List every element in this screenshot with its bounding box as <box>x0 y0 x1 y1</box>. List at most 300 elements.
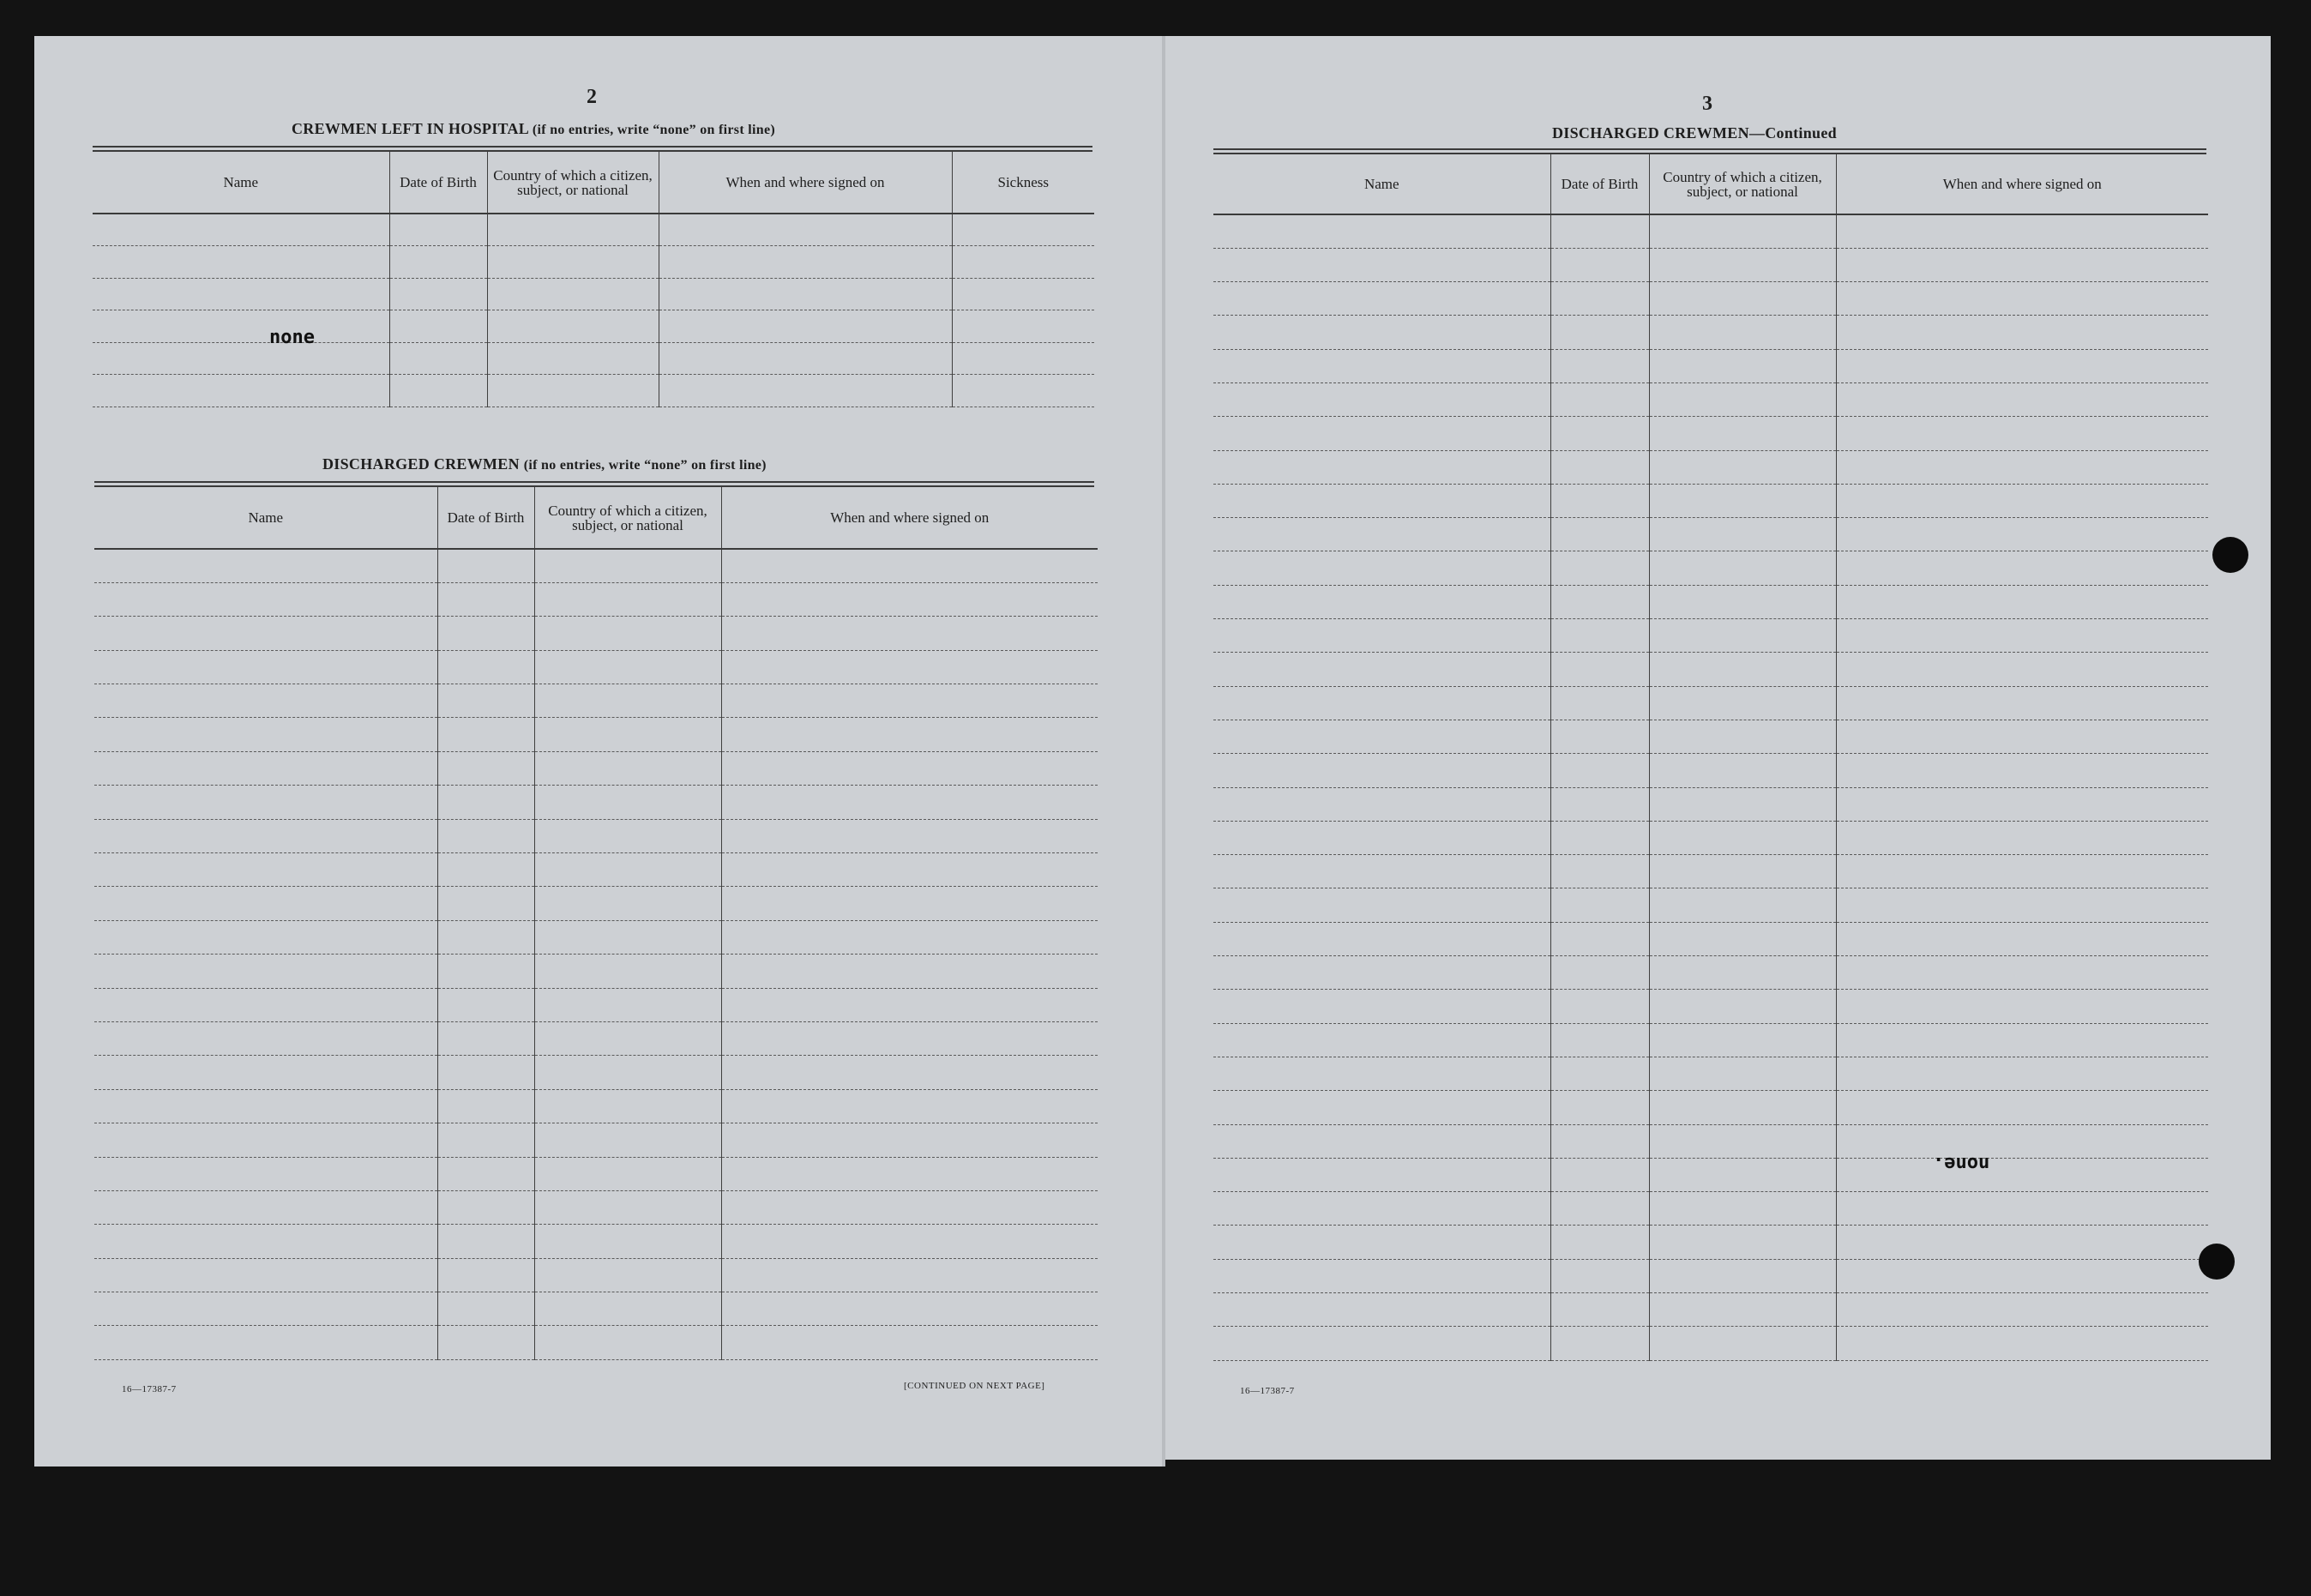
table-row <box>1213 349 2208 382</box>
table-cell <box>1649 1293 1836 1327</box>
table-cell <box>437 1157 534 1190</box>
right-none-text: none. <box>1933 1153 1990 1174</box>
table-cell <box>1836 956 2208 990</box>
hospital-none-entry: none <box>269 327 315 348</box>
discharged-instruction: (if no entries, write “none” on first line) <box>523 458 767 473</box>
table-cell <box>534 1056 721 1089</box>
hospital-instruction: (if no entries, write “none” on first line) <box>532 123 775 137</box>
right-section-title: DISCHARGED CREWMEN—Continued <box>1552 124 1837 142</box>
table-cell <box>94 955 437 988</box>
table-row <box>94 582 1098 616</box>
table-cell <box>1649 956 1836 990</box>
table-cell <box>94 1123 437 1157</box>
table-cell <box>1836 1091 2208 1124</box>
table-row <box>1213 1293 2208 1327</box>
hospital-table <box>93 152 1094 407</box>
table-cell <box>94 684 437 718</box>
table-cell <box>721 1292 1098 1326</box>
table-cell <box>437 650 534 684</box>
hospital-section-title <box>292 120 775 138</box>
table-cell <box>1213 417 1550 450</box>
table-cell <box>1649 619 1836 653</box>
table-cell <box>721 819 1098 852</box>
column-header: Name <box>1213 154 1550 214</box>
table-cell <box>952 278 1094 310</box>
table-cell <box>721 786 1098 819</box>
table-row <box>94 1190 1098 1224</box>
table-row <box>94 1056 1098 1089</box>
table-row <box>1213 956 2208 990</box>
table-row <box>1213 214 2208 248</box>
table-cell <box>534 786 721 819</box>
table-cell <box>1649 518 1836 551</box>
table-cell <box>1550 754 1649 787</box>
table-cell <box>94 887 437 920</box>
table-cell <box>721 1258 1098 1292</box>
table-row <box>93 310 1094 343</box>
table-cell <box>1649 484 1836 517</box>
table-cell <box>721 1190 1098 1224</box>
table-cell <box>1213 585 1550 618</box>
table-cell <box>437 988 534 1021</box>
table-cell <box>1836 1124 2208 1158</box>
table-row <box>1213 1192 2208 1226</box>
table-cell <box>1649 382 1836 416</box>
table-cell <box>437 1123 534 1157</box>
table-row <box>1213 1327 2208 1360</box>
table-cell <box>1550 1158 1649 1191</box>
table-cell <box>437 1326 534 1359</box>
table-cell <box>1550 956 1649 990</box>
table-cell <box>1550 855 1649 888</box>
table-cell <box>1213 518 1550 551</box>
discharged-left-table <box>94 487 1098 1360</box>
table-cell <box>94 988 437 1021</box>
left-form-number: 16—17387-7 <box>122 1384 177 1394</box>
column-header: When and where signed on <box>721 487 1098 549</box>
table-cell <box>1550 1091 1649 1124</box>
table-cell <box>1213 888 1550 922</box>
table-cell <box>534 988 721 1021</box>
column-header: Country of which a citizen, subject, or national <box>487 152 659 214</box>
table-cell <box>1836 417 2208 450</box>
table-cell <box>1649 551 1836 585</box>
table-cell <box>487 342 659 375</box>
table-cell <box>94 819 437 852</box>
table-cell <box>93 214 389 246</box>
table-cell <box>1649 1259 1836 1292</box>
table-cell <box>389 214 487 246</box>
table-cell <box>389 278 487 310</box>
table-cell <box>1213 1327 1550 1360</box>
table-cell <box>1836 990 2208 1023</box>
table-cell <box>1213 1023 1550 1057</box>
table-cell <box>721 718 1098 751</box>
continued-note: [CONTINUED ON NEXT PAGE] <box>904 1381 1045 1391</box>
table-cell <box>1836 1293 2208 1327</box>
table-cell <box>437 955 534 988</box>
table-cell <box>721 887 1098 920</box>
table-cell <box>1836 214 2208 248</box>
column-header: Date of Birth <box>437 487 534 549</box>
table-cell <box>1649 1192 1836 1226</box>
table-cell <box>659 310 952 343</box>
table-cell <box>437 582 534 616</box>
hospital-top-rule <box>93 146 1092 152</box>
right-none-entry <box>1933 1153 1989 1174</box>
table-cell <box>1550 1259 1649 1292</box>
table-cell <box>1213 1293 1550 1327</box>
table-cell <box>721 582 1098 616</box>
table-cell <box>1213 619 1550 653</box>
table-cell <box>1213 484 1550 517</box>
table-cell <box>534 955 721 988</box>
table-cell <box>534 1326 721 1359</box>
discharged-section-title <box>322 455 767 473</box>
table-cell <box>659 375 952 407</box>
discharged-right-rows <box>1213 214 2208 1360</box>
table-row <box>94 1123 1098 1157</box>
table-cell <box>1649 1057 1836 1090</box>
table-cell <box>721 549 1098 582</box>
table-row <box>1213 585 2208 618</box>
table-cell <box>534 1292 721 1326</box>
table-cell <box>1649 888 1836 922</box>
table-cell <box>389 310 487 343</box>
column-header: Country of which a citizen, subject, or national <box>534 487 721 549</box>
table-cell <box>1836 653 2208 686</box>
table-row <box>94 955 1098 988</box>
table-row <box>93 214 1094 246</box>
table-cell <box>1649 1158 1836 1191</box>
table-cell <box>94 920 437 954</box>
table-cell <box>94 1190 437 1224</box>
table-cell <box>1550 1057 1649 1090</box>
table-cell <box>1550 686 1649 720</box>
table-cell <box>1836 1057 2208 1090</box>
table-cell <box>1836 484 2208 517</box>
table-cell <box>1649 1124 1836 1158</box>
table-cell <box>1836 382 2208 416</box>
table-cell <box>1550 821 1649 854</box>
table-cell <box>1836 1158 2208 1191</box>
table-cell <box>534 684 721 718</box>
table-row <box>1213 382 2208 416</box>
table-cell <box>93 310 389 343</box>
table-cell <box>487 375 659 407</box>
table-cell <box>534 887 721 920</box>
table-cell <box>534 853 721 887</box>
table-cell <box>1213 382 1550 416</box>
table-cell <box>659 214 952 246</box>
column-header: Date of Birth <box>389 152 487 214</box>
table-cell <box>1649 1327 1836 1360</box>
table-row <box>94 988 1098 1021</box>
table-cell <box>94 617 437 650</box>
table-cell <box>721 1157 1098 1190</box>
table-cell <box>437 1292 534 1326</box>
table-cell <box>1550 787 1649 821</box>
table-row <box>1213 1124 2208 1158</box>
table-cell <box>1213 720 1550 753</box>
table-cell <box>437 1021 534 1055</box>
table-cell <box>534 1258 721 1292</box>
table-cell <box>721 853 1098 887</box>
table-row <box>1213 990 2208 1023</box>
column-header: Country of which a citizen, subject, or national <box>1649 154 1836 214</box>
table-cell <box>1213 787 1550 821</box>
table-cell <box>437 1190 534 1224</box>
table-cell <box>534 1123 721 1157</box>
punch-hole-top <box>2212 537 2248 573</box>
table-row <box>94 1326 1098 1359</box>
table-cell <box>721 1225 1098 1258</box>
table-cell <box>1550 619 1649 653</box>
table-row <box>94 786 1098 819</box>
table-cell <box>1836 855 2208 888</box>
discharged-top-rule <box>94 481 1094 487</box>
table-cell <box>1649 653 1836 686</box>
page-fold <box>1162 36 1165 1467</box>
right-form-number: 16—17387-7 <box>1240 1386 1295 1396</box>
table-cell <box>659 246 952 279</box>
table-cell <box>1213 248 1550 281</box>
table-cell <box>1550 888 1649 922</box>
table-row <box>94 853 1098 887</box>
table-cell <box>1213 1259 1550 1292</box>
table-cell <box>1649 450 1836 484</box>
table-cell <box>721 1123 1098 1157</box>
table-cell <box>487 246 659 279</box>
table-cell <box>94 786 437 819</box>
table-cell <box>93 278 389 310</box>
table-cell <box>1550 922 1649 955</box>
table-cell <box>1649 1226 1836 1259</box>
table-cell <box>437 1089 534 1123</box>
table-cell <box>437 1056 534 1089</box>
table-cell <box>1836 349 2208 382</box>
table-row <box>94 819 1098 852</box>
table-row <box>1213 1226 2208 1259</box>
table-cell <box>1550 450 1649 484</box>
table-cell <box>1213 956 1550 990</box>
table-cell <box>1550 417 1649 450</box>
table-cell <box>1550 382 1649 416</box>
table-row <box>1213 484 2208 517</box>
table-cell <box>1550 1023 1649 1057</box>
table-cell <box>1836 619 2208 653</box>
table-row <box>93 278 1094 310</box>
table-cell <box>1836 888 2208 922</box>
table-cell <box>1649 787 1836 821</box>
table-cell <box>389 375 487 407</box>
discharged-title: DISCHARGED CREWMEN <box>322 455 520 473</box>
table-cell <box>534 1089 721 1123</box>
punch-hole-bottom <box>2199 1244 2235 1280</box>
column-header: Name <box>94 487 437 549</box>
table-cell <box>389 342 487 375</box>
table-cell <box>93 246 389 279</box>
table-cell <box>437 786 534 819</box>
table-cell <box>1213 653 1550 686</box>
table-row <box>1213 754 2208 787</box>
table-cell <box>952 310 1094 343</box>
table-row <box>1213 720 2208 753</box>
table-row <box>1213 1259 2208 1292</box>
table-cell <box>721 650 1098 684</box>
table-cell <box>1649 720 1836 753</box>
table-cell <box>1836 754 2208 787</box>
table-row <box>93 375 1094 407</box>
table-row <box>1213 787 2208 821</box>
table-cell <box>721 1326 1098 1359</box>
table-row <box>1213 855 2208 888</box>
table-cell <box>1213 754 1550 787</box>
table-row <box>1213 653 2208 686</box>
table-cell <box>1550 551 1649 585</box>
table-row <box>94 617 1098 650</box>
table-cell <box>94 1326 437 1359</box>
table-cell <box>437 887 534 920</box>
table-cell <box>1550 484 1649 517</box>
table-cell <box>487 214 659 246</box>
table-cell <box>94 1225 437 1258</box>
table-cell <box>1213 282 1550 316</box>
table-cell <box>1550 1124 1649 1158</box>
table-cell <box>1649 585 1836 618</box>
table-cell <box>721 1021 1098 1055</box>
table-row <box>94 1021 1098 1055</box>
table-cell <box>721 955 1098 988</box>
table-row <box>94 1292 1098 1326</box>
table-cell <box>1649 349 1836 382</box>
table-cell <box>534 1021 721 1055</box>
table-cell <box>1550 316 1649 349</box>
table-cell <box>534 1157 721 1190</box>
table-cell <box>1649 686 1836 720</box>
table-cell <box>1649 214 1836 248</box>
column-header: Sickness <box>952 152 1094 214</box>
table-row <box>93 246 1094 279</box>
table-cell <box>1550 282 1649 316</box>
table-cell <box>94 751 437 785</box>
column-header: When and where signed on <box>659 152 952 214</box>
table-cell <box>94 718 437 751</box>
table-cell <box>389 246 487 279</box>
table-cell <box>1836 720 2208 753</box>
table-cell <box>437 684 534 718</box>
table-cell <box>534 650 721 684</box>
table-cell <box>1213 686 1550 720</box>
table-cell <box>1213 855 1550 888</box>
table-cell <box>94 549 437 582</box>
table-cell <box>93 375 389 407</box>
table-row <box>94 1157 1098 1190</box>
table-cell <box>952 214 1094 246</box>
table-cell <box>1836 1259 2208 1292</box>
table-cell <box>1649 316 1836 349</box>
table-cell <box>1550 1192 1649 1226</box>
table-cell <box>659 342 952 375</box>
table-row <box>1213 922 2208 955</box>
table-cell <box>1213 990 1550 1023</box>
table-cell <box>1550 1293 1649 1327</box>
table-cell <box>1550 248 1649 281</box>
table-row <box>94 684 1098 718</box>
table-cell <box>1550 585 1649 618</box>
table-cell <box>437 617 534 650</box>
table-cell <box>94 582 437 616</box>
table-cell <box>1649 282 1836 316</box>
table-cell <box>721 1056 1098 1089</box>
table-cell <box>94 650 437 684</box>
table-cell <box>534 819 721 852</box>
table-cell <box>1836 248 2208 281</box>
table-cell <box>94 1258 437 1292</box>
table-cell <box>1836 518 2208 551</box>
table-cell <box>437 920 534 954</box>
table-cell <box>1213 1158 1550 1191</box>
table-cell <box>1213 1124 1550 1158</box>
table-cell <box>1836 922 2208 955</box>
table-cell <box>721 684 1098 718</box>
table-cell <box>93 342 389 375</box>
table-row <box>94 1258 1098 1292</box>
table-cell <box>721 920 1098 954</box>
table-cell <box>534 617 721 650</box>
hospital-title: CREWMEN LEFT IN HOSPITAL <box>292 120 529 137</box>
table-cell <box>1836 1226 2208 1259</box>
table-row <box>1213 1057 2208 1090</box>
discharged-left-rows <box>94 549 1098 1359</box>
table-cell <box>1836 450 2208 484</box>
table-cell <box>1649 417 1836 450</box>
table-row <box>94 887 1098 920</box>
table-cell <box>1550 1327 1649 1360</box>
table-cell <box>1213 821 1550 854</box>
table-row <box>1213 821 2208 854</box>
table-cell <box>1649 248 1836 281</box>
table-cell <box>1213 450 1550 484</box>
table-cell <box>94 1089 437 1123</box>
right-top-rule <box>1213 148 2206 154</box>
table-cell <box>952 246 1094 279</box>
table-cell <box>1649 990 1836 1023</box>
table-cell <box>94 1021 437 1055</box>
table-cell <box>1213 349 1550 382</box>
table-cell <box>94 1157 437 1190</box>
table-cell <box>1213 1057 1550 1090</box>
discharged-right-header-row <box>1213 154 2208 214</box>
hospital-rows <box>93 214 1094 407</box>
table-row <box>94 1089 1098 1123</box>
table-cell <box>1649 922 1836 955</box>
table-cell <box>1550 518 1649 551</box>
table-cell <box>952 342 1094 375</box>
table-cell <box>721 751 1098 785</box>
table-row <box>1213 619 2208 653</box>
table-cell <box>1649 821 1836 854</box>
table-row <box>94 718 1098 751</box>
table-cell <box>534 920 721 954</box>
table-cell <box>1213 214 1550 248</box>
table-cell <box>1836 316 2208 349</box>
table-cell <box>659 278 952 310</box>
table-cell <box>1550 990 1649 1023</box>
table-cell <box>1649 1091 1836 1124</box>
table-cell <box>721 988 1098 1021</box>
hospital-header-row <box>93 152 1094 214</box>
